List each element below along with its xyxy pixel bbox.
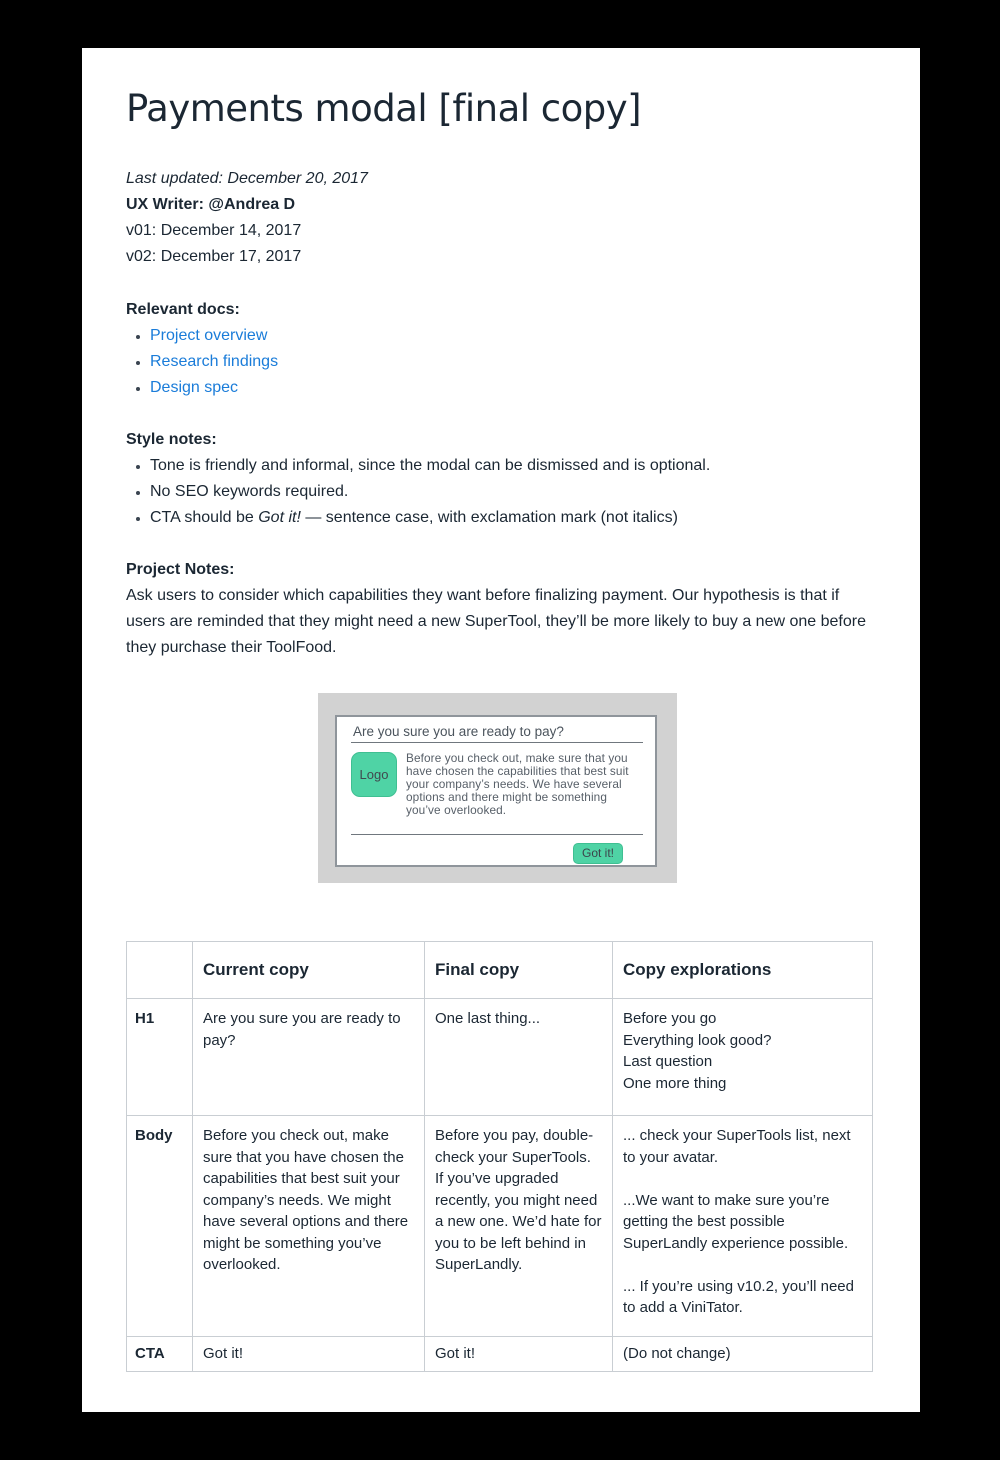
table-row-cta [127, 1337, 873, 1372]
doc-link-project-overview[interactable]: Project overview [150, 327, 268, 344]
copy-explorations-cell [613, 1337, 873, 1372]
relevant-doc-item [150, 323, 876, 349]
mock-modal-body-text: Before you check out, make sure that you have chosen the capabilities that best suit your company’s needs. We have several options and there might be something you’ve overlooked. [406, 751, 629, 817]
doc-link-research-findings[interactable]: Research findings [150, 353, 279, 370]
exploration-line: ...We want to make sure you’re getting the best possible SuperLandly experience possible. [623, 1191, 849, 1252]
table-row-body [127, 1116, 873, 1337]
column-header-current-copy: Current copy [193, 942, 425, 999]
mock-modal-body-row [351, 752, 655, 817]
exploration-line: ... If you’re using v10.2, you’ll need to add a ViniTator. [623, 1277, 854, 1316]
mock-divider-bottom [351, 834, 643, 835]
row-label-body: Body [127, 1116, 193, 1337]
meta-version-1: v01: December 14, 2017 [126, 222, 302, 239]
relevant-doc-item [150, 349, 876, 375]
mock-modal-heading: Are you sure you are ready to pay? [353, 724, 564, 739]
mock-divider-top [351, 742, 643, 743]
current-copy-cell: Got it! [193, 1337, 425, 1372]
current-copy-cell: Before you check out, make sure that you have chosen the capabilities that best suit your company’s needs. We might have several options and there might be something you’ve overlooked. [193, 1116, 425, 1337]
exploration-line: (Do not change) [623, 1345, 731, 1362]
final-copy-cell: One last thing... [425, 999, 613, 1116]
exploration-line: Before you go [623, 1010, 717, 1027]
project-notes-body: Ask users to consider which capabilities they want before finalizing payment. Our hypothesis is that if users are reminded that they might need a new SuperTool, they’ll be more likely to buy a new one before they purchase their ToolFood. [126, 587, 866, 656]
meta-ux-writer: UX Writer: @Andrea D [126, 196, 296, 213]
document-content [82, 86, 920, 1372]
row-label-cta: CTA [127, 1337, 193, 1372]
exploration-line: Last question [623, 1053, 713, 1070]
mock-modal-window [335, 715, 657, 867]
relevant-docs-heading: Relevant docs: [126, 301, 240, 318]
column-header-copy-explorations: Copy explorations [613, 942, 873, 999]
mock-logo-placeholder: Logo [351, 752, 397, 797]
project-notes-heading: Project Notes: [126, 561, 235, 578]
copy-explorations-cell [613, 999, 873, 1116]
doc-link-design-spec[interactable]: Design spec [150, 379, 239, 396]
final-copy-cell: Before you pay, double-check your SuperTools. If you’ve upgraded recently, you might need a new one. We’d hate for you to be left behind in SuperLandly. [425, 1116, 613, 1337]
page-title: Payments modal [final copy] [126, 87, 642, 130]
current-copy-cell: Are you sure you are ready to pay? [193, 999, 425, 1116]
style-notes-list [126, 453, 876, 531]
copy-table-header [127, 942, 873, 999]
copy-comparison-table [126, 941, 873, 1372]
doc-meta-block [126, 166, 876, 270]
document-page [82, 48, 920, 1412]
column-header-empty [127, 942, 193, 999]
mock-modal-footer [337, 843, 623, 864]
meta-version-2: v02: December 17, 2017 [126, 248, 302, 265]
exploration-line: One more thing [623, 1074, 727, 1092]
style-note-item: • CTA should be Got it! — sentence case, with exclamation mark (not italics) [150, 505, 876, 531]
meta-last-updated: Last updated: December 20, 2017 [126, 170, 368, 187]
relevant-docs-list [126, 323, 876, 401]
mock-got-it-button: Got it! [573, 843, 623, 864]
style-note-item: • Tone is friendly and informal, since the modal can be dismissed and is optional. [150, 453, 876, 479]
modal-mockup-image [318, 693, 677, 883]
final-copy-cell: Got it! [425, 1337, 613, 1372]
column-header-final-copy: Final copy [425, 942, 613, 999]
style-note-item: • No SEO keywords required. [150, 479, 876, 505]
relevant-doc-item [150, 375, 876, 401]
exploration-line: Everything look good? [623, 1031, 772, 1049]
style-notes-heading: Style notes: [126, 431, 217, 448]
exploration-line: ... check your SuperTools list, next to your avatar. [623, 1127, 851, 1166]
copy-explorations-cell [613, 1116, 873, 1337]
table-row-h1 [127, 999, 873, 1116]
row-label-h1: H1 [127, 999, 193, 1116]
